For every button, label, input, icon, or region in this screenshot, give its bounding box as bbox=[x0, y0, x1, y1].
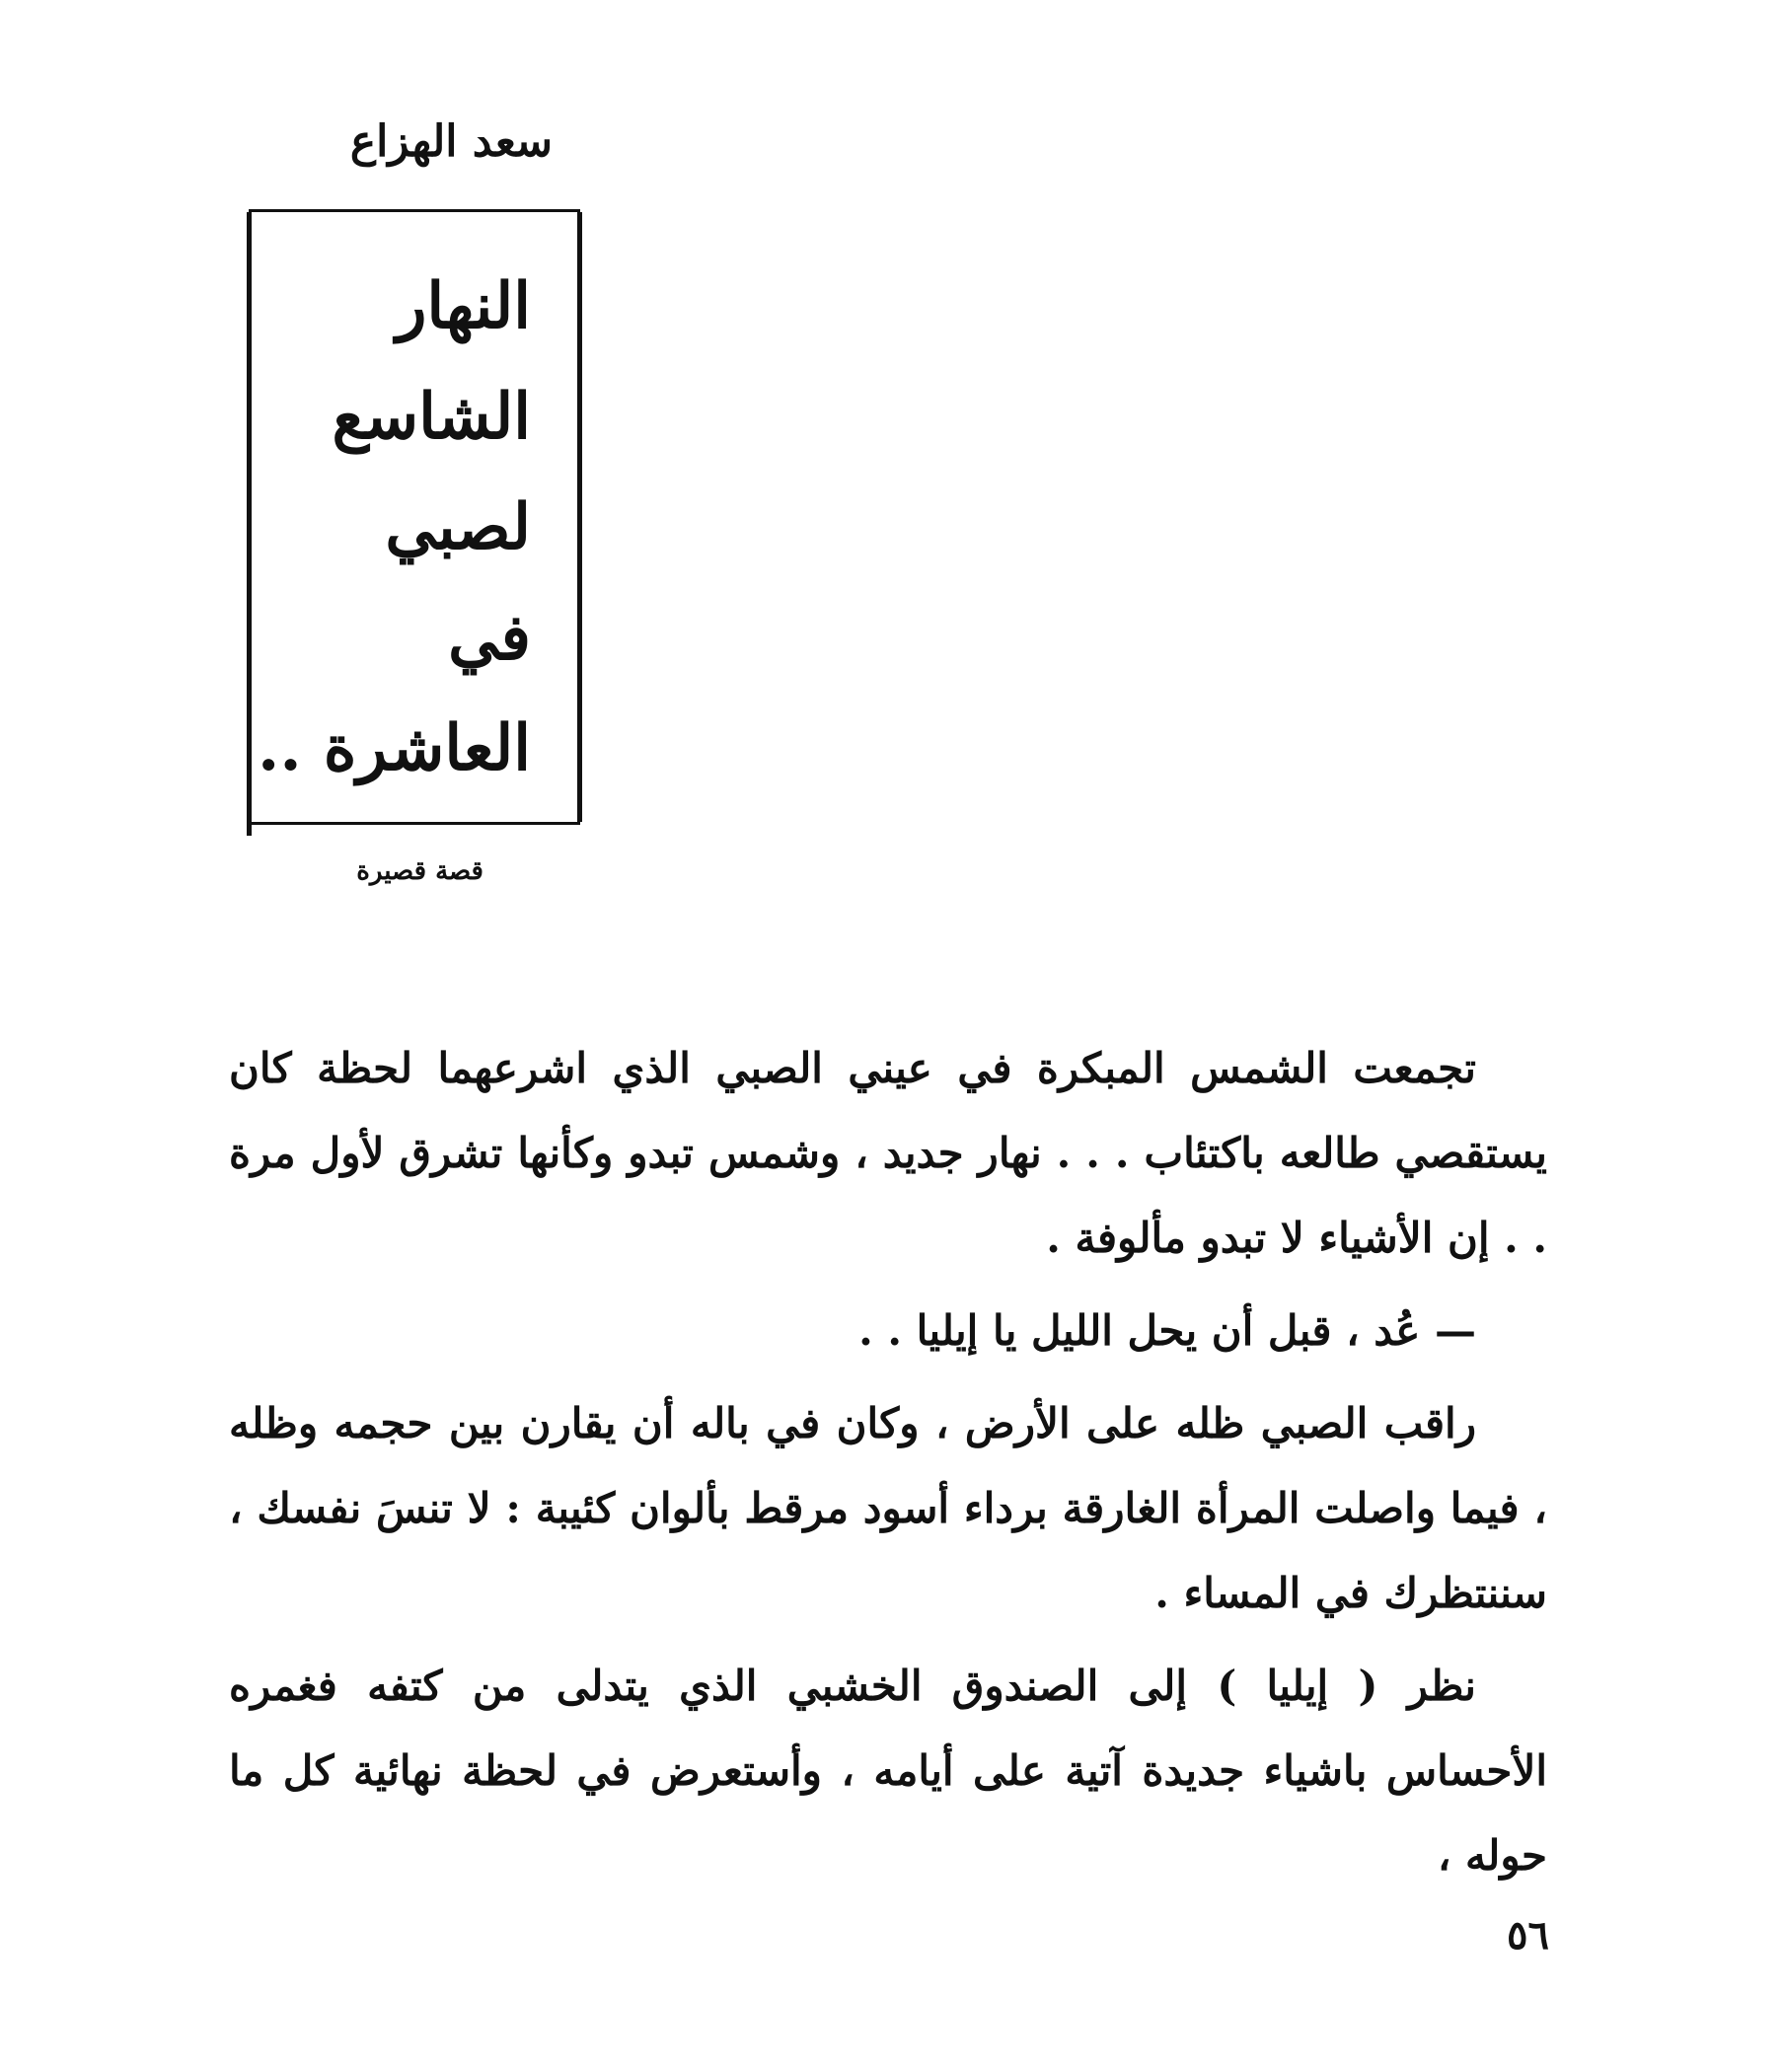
page-number: ٥٦ bbox=[1507, 1912, 1549, 1959]
genre-label: قصة قصيرة bbox=[356, 856, 483, 886]
story-title bbox=[255, 252, 531, 804]
title-line-2: الشاسع bbox=[332, 380, 531, 454]
paragraph-1: تجمعت الشمس المبكرة في عيني الصبي الذي اشرعهما لحظة كان يستقصي طالعه باكتئاب . . . نهار جديد ، وشمس تبدو وكأنها تشرق لأول مرة . . إن الأشياء لا تبدو مألوفة . bbox=[229, 1044, 1547, 1262]
paragraph-3: راقب الصبي ظله على الأرض ، وكان في باله أن يقارن بين حجمه وظله ، فيما واصلت المرأة الغارقة برداء أسود مرقط بألوان كئيبة : لا تنسَ نفسك ، سننتظرك في المساء . bbox=[229, 1399, 1547, 1617]
title-line-3: لصبي bbox=[385, 490, 531, 564]
story-body bbox=[229, 1026, 1547, 1906]
paragraph-2-dialogue: — عُد ، قبل أن يحل الليل يا إيليا . . bbox=[858, 1306, 1476, 1355]
title-line-1: النهار bbox=[396, 269, 531, 343]
title-line-5: العاشرة .. bbox=[258, 711, 531, 785]
paragraph-4: نظر ( إيليا ) إلى الصندوق الخشبي الذي يتدلى من كتفه فغمره الأحساس باشياء جديدة آتية على أيامه ، وأستعرض في لحظة نهائية كل ما حوله ، bbox=[229, 1662, 1547, 1880]
title-frame bbox=[249, 209, 580, 825]
author-name: سعد الهزاع bbox=[349, 116, 553, 167]
title-line-4: في bbox=[448, 601, 531, 675]
